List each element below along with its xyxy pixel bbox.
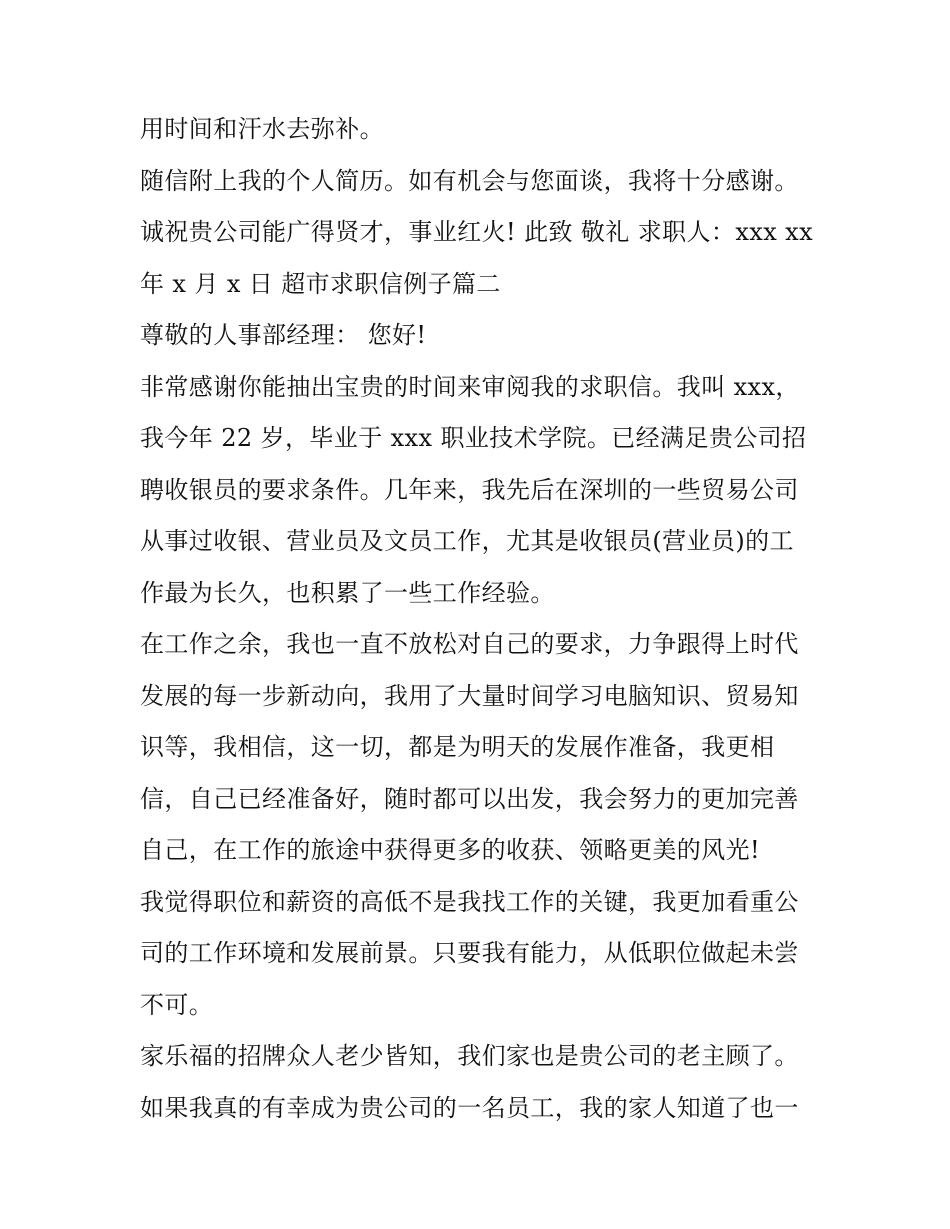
text-line: 我今年 22 岁，毕业于 xxx 职业技术学院。已经满足贵公司招: [140, 424, 807, 452]
text-line: 不可。: [140, 990, 214, 1019]
text-line: 信，自己已经准备好，随时都可以出发，我会努力的更加完善: [140, 784, 799, 813]
text-line: 发展的每一步新动向，我用了大量时间学习电脑知识、贸易知: [140, 681, 799, 710]
text-line: 尊敬的人事部经理： 您好!: [140, 321, 427, 349]
text-line: 自己，在工作的旅途中获得更多的收获、领略更美的风光!: [140, 836, 761, 864]
text-line: 用时间和汗水去弥补。: [140, 115, 384, 143]
text-line: 司的工作环境和发展前景。只要我有能力，从低职位做起未尝: [140, 939, 799, 967]
text-line: 在工作之余，我也一直不放松对自己的要求，力争跟得上时代: [140, 630, 799, 658]
text-line: 年 x 月 x 日 超市求职信例子篇二: [140, 269, 501, 298]
text-line: 家乐福的招牌众人老少皆知，我们家也是贵公司的老主顾了。: [140, 1042, 799, 1070]
text-line: 随信附上我的个人简历。如有机会与您面谈，我将十分感谢。: [140, 166, 799, 195]
text-line: 非常感谢你能抽出宝贵的时间来审阅我的求职信。我叫 xxx，: [140, 372, 800, 401]
text-line: 从事过收银、营业员及文员工作，尤其是收银员(营业员)的工: [140, 527, 794, 555]
text-line: 识等，我相信，这一切，都是为明天的发展作准备，我更相: [140, 733, 775, 761]
document-body: [140, 104, 820, 1134]
text-line: 作最为长久，也积累了一些工作经验。: [140, 578, 555, 607]
text-line: 如果我真的有幸成为贵公司的一名员工，我的家人知道了也一: [140, 1093, 799, 1122]
text-line: 我觉得职位和薪资的高低不是我找工作的关键，我更加看重公: [140, 887, 799, 916]
text-line: 聘收银员的要求条件。几年来，我先后在深圳的一些贸易公司: [140, 475, 799, 504]
text-line: 诚祝贵公司能广得贤才，事业红火! 此致 敬礼 求职人：xxx xx: [140, 218, 814, 246]
